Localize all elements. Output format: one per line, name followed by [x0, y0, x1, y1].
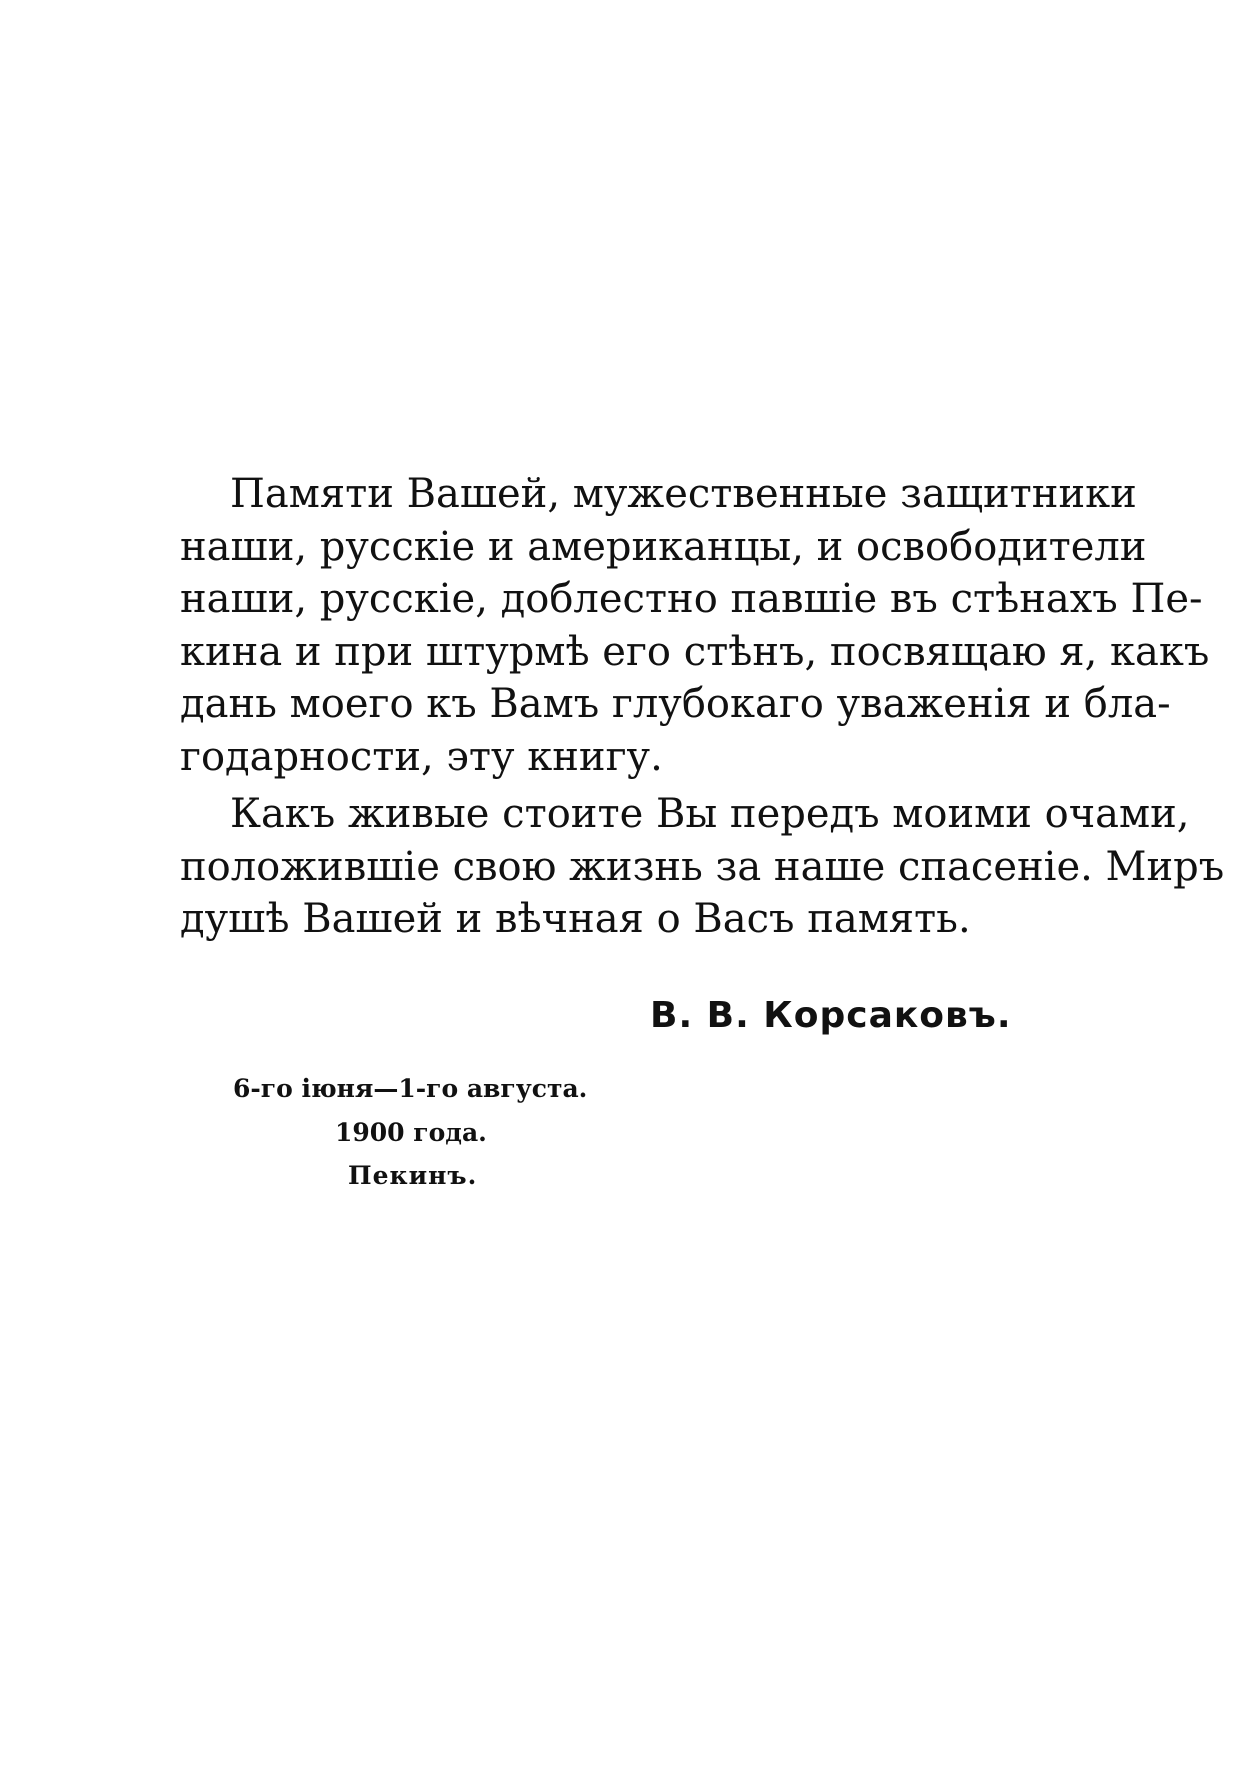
dedication-paragraph-2 — [180, 788, 1225, 946]
dateline-dates: 6-го іюня—1-го августа. — [233, 1074, 588, 1103]
dedication-line: положившіе свою жизнь за наше спасеніе. Миръ — [180, 843, 1225, 890]
dedication-line: наши, русскіе и американцы, и освободители — [180, 523, 1147, 570]
dedication-line: наши, русскіе, доблестно павшіе въ стѣнахъ Пе- — [180, 576, 1203, 622]
dedication-line: годарности, эту книгу. — [180, 733, 663, 780]
dedication-line: душѣ Вашей и вѣчная о Васъ память. — [180, 896, 971, 942]
dateline-year: 1900 года. — [335, 1118, 487, 1147]
dedication-line: дань моего къ Вамъ глубокаго уваженія и бла- — [180, 681, 1171, 727]
author-signature: В. В. Корсаковъ. — [650, 995, 1012, 1036]
dedication-line: кина и при штурмѣ его стѣнъ, посвящаю я, какъ — [180, 628, 1210, 675]
dedication-line: Какъ живые стоите Вы передъ моими очами, — [230, 791, 1190, 837]
dateline-place: Пекинъ. — [348, 1161, 478, 1190]
dedication-paragraph-1 — [180, 468, 1210, 783]
dedication-line: Памяти Вашей, мужественные защитники — [230, 471, 1137, 517]
dedication-text — [180, 468, 1225, 946]
